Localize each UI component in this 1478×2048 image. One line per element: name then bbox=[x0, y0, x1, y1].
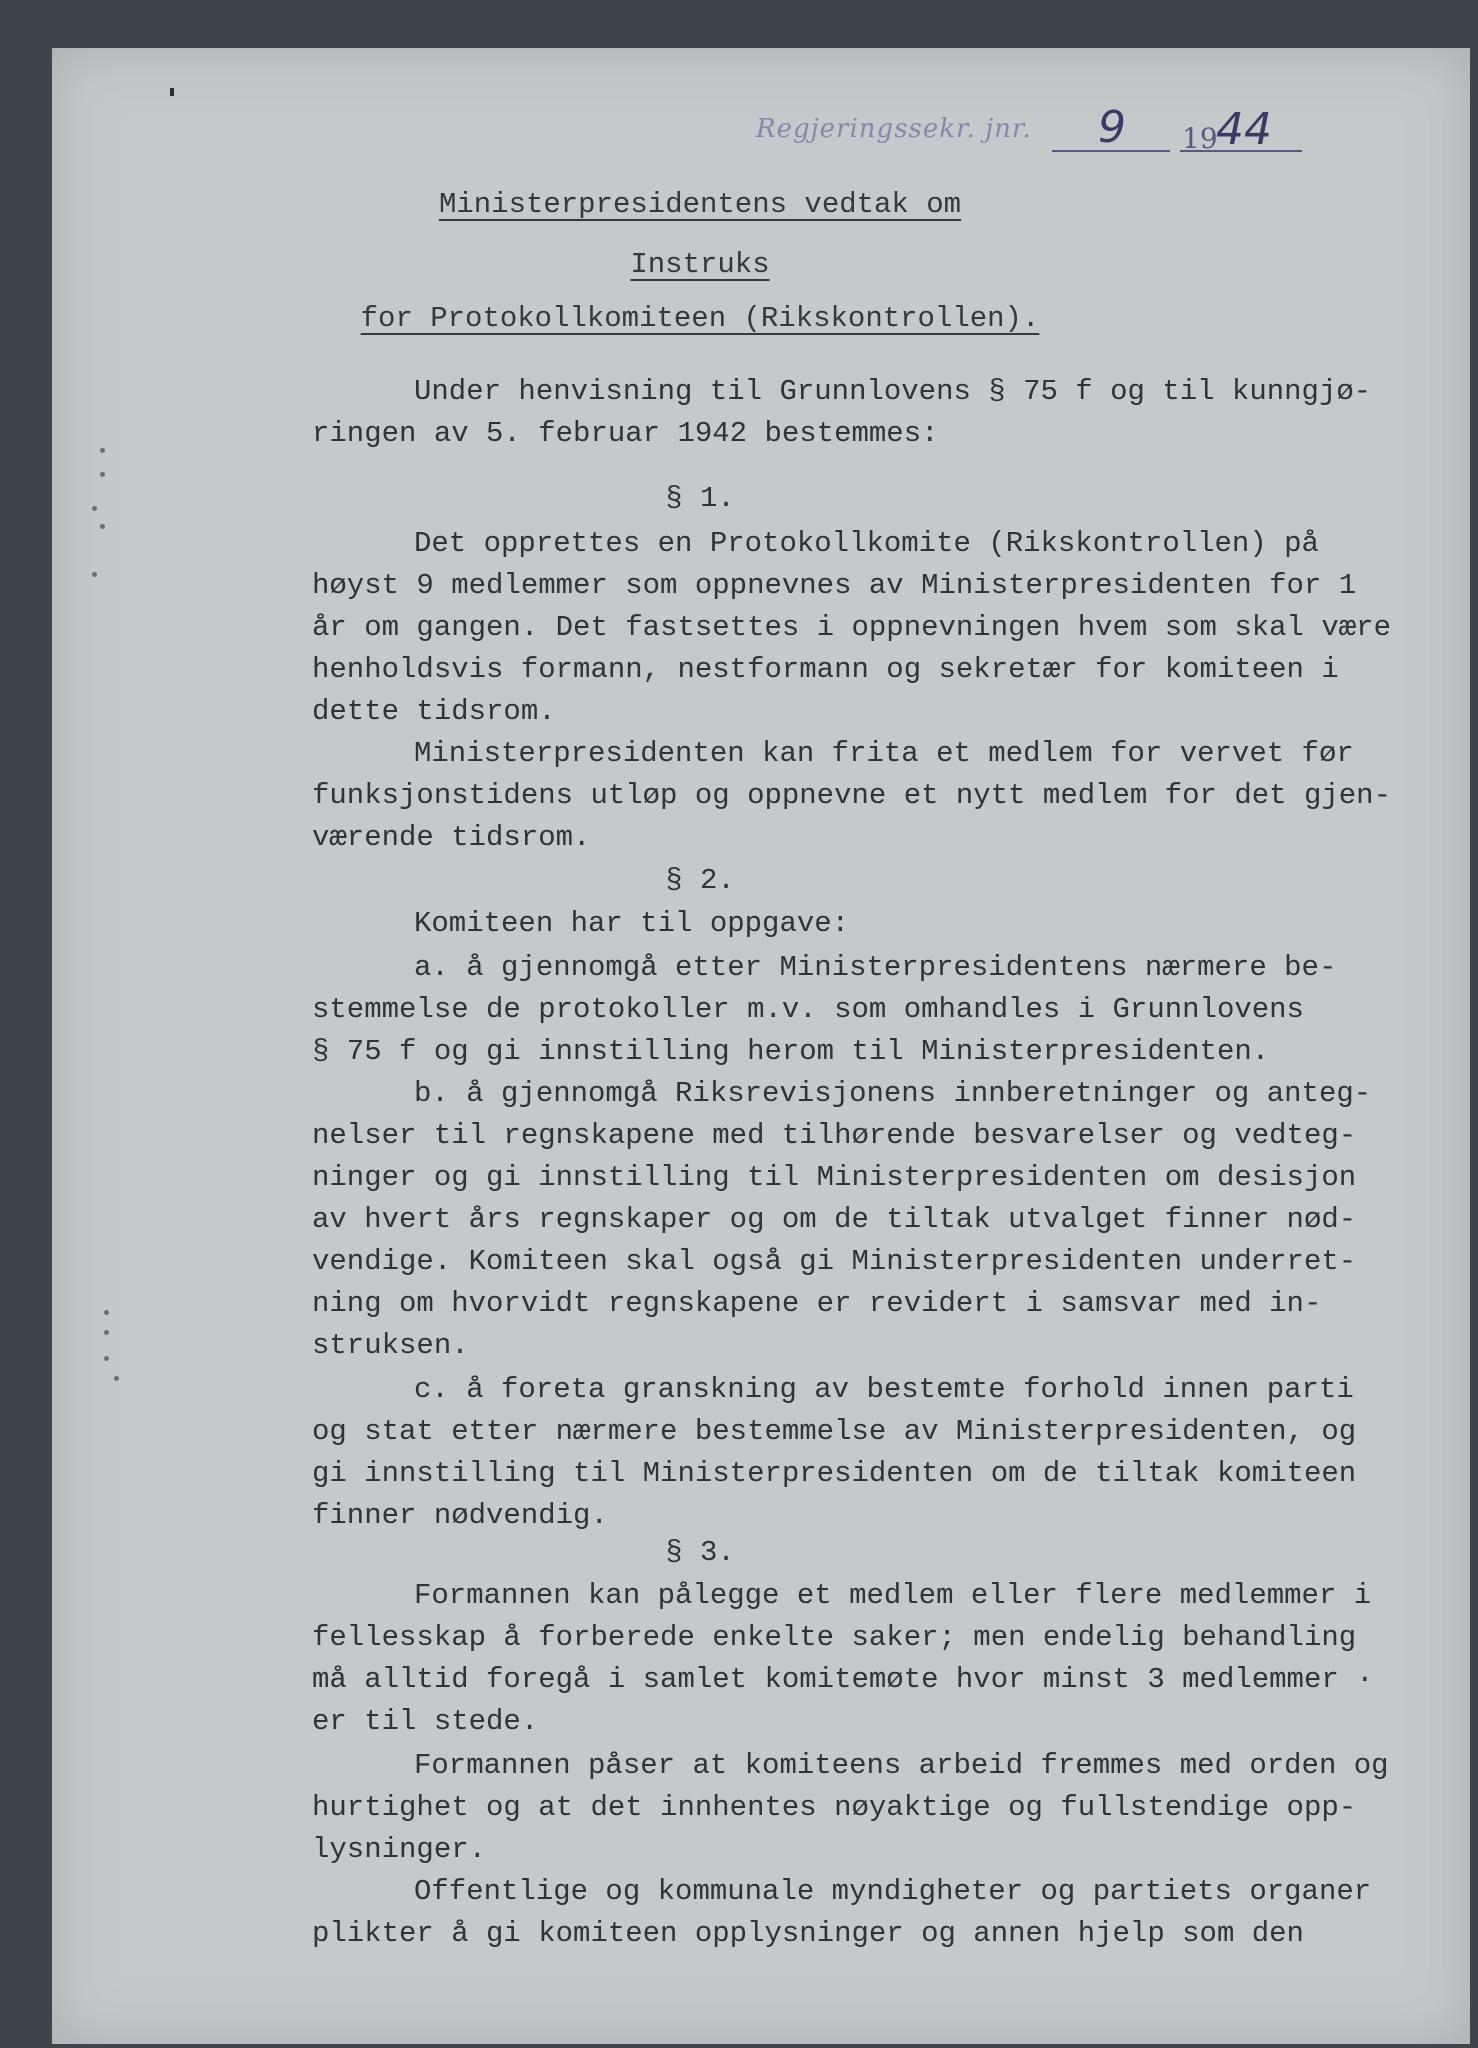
stamp-printed-text: Regjeringssekr. jnr. bbox=[756, 114, 1032, 144]
body-line: Offentlige og kommunale myndigheter og partiets organer bbox=[414, 1875, 1372, 1908]
body-line: år om gangen. Det fastsettes i oppnevningen hvem som skal være bbox=[312, 611, 1391, 644]
body-line: ning om hvorvidt regnskapene er revidert i samsvar med in- bbox=[312, 1287, 1322, 1320]
body-line: b. å gjennomgå Riksrevisjonens innberetninger og anteg- bbox=[414, 1077, 1372, 1110]
punch-mark bbox=[104, 1356, 109, 1361]
body-line: c. å foreta granskning av bestemte forhold innen parti bbox=[414, 1373, 1354, 1406]
punch-mark bbox=[104, 1330, 109, 1335]
body-line: ringen av 5. februar 1942 bestemmes: bbox=[312, 417, 939, 450]
punch-mark bbox=[92, 572, 97, 577]
body-line: nelser til regnskapene med tilhørende besvarelser og vedteg- bbox=[312, 1119, 1357, 1152]
punch-mark bbox=[92, 506, 97, 511]
title-line-2: Instruks bbox=[630, 248, 770, 281]
stamp-journal-number: 9 bbox=[1098, 102, 1126, 153]
title-line-1: Ministerpresidentens vedtak om bbox=[438, 188, 962, 221]
body-line: plikter å gi komiteen opplysninger og annen hjelp som den bbox=[312, 1917, 1304, 1950]
punch-mark bbox=[100, 448, 105, 453]
body-line: Formannen kan pålegge et medlem eller flere medlemmer i bbox=[414, 1579, 1372, 1612]
body-line: lysninger. bbox=[312, 1833, 487, 1866]
body-line: Ministerpresidenten kan frita et medlem for vervet før bbox=[414, 737, 1354, 770]
body-line: dette tidsrom. bbox=[312, 695, 556, 728]
title-line-3: for Protokollkomiteen (Rikskontrollen). bbox=[360, 302, 1040, 335]
punch-mark bbox=[104, 1310, 109, 1315]
body-line: gi innstilling til Ministerpresidenten om de tiltak komiteen bbox=[312, 1457, 1357, 1490]
margin-mark bbox=[170, 88, 174, 96]
stamp-year-handwritten: 44 bbox=[1216, 104, 1272, 155]
body-line: Det opprettes en Protokollkomite (Rikskontrollen) på bbox=[414, 527, 1319, 560]
stamp-year-line bbox=[1180, 150, 1302, 152]
body-line: er til stede. bbox=[312, 1705, 539, 1738]
body-line: værende tidsrom. bbox=[312, 821, 591, 854]
body-line: og stat etter nærmere bestemmelse av Ministerpresidenten, og bbox=[312, 1415, 1357, 1448]
body-line: stemmelse de protokoller m.v. som omhandles i Grunnlovens bbox=[312, 993, 1304, 1026]
body-line: henholdsvis formann, nestformann og sekretær for komiteen i bbox=[312, 653, 1339, 686]
punch-mark bbox=[100, 524, 105, 529]
stamp-year-printed: 19 bbox=[1182, 122, 1218, 155]
registry-stamp bbox=[756, 104, 1296, 160]
body-line: må alltid foregå i samlet komitemøte hvor minst 3 medlemmer · bbox=[312, 1663, 1374, 1696]
punch-mark bbox=[114, 1376, 119, 1381]
body-line: struksen. bbox=[312, 1329, 469, 1362]
body-line: fellesskap å forberede enkelte saker; men endelig behandling bbox=[312, 1621, 1357, 1654]
section-heading-2: § 2. bbox=[665, 864, 735, 897]
body-line: av hvert års regnskaper og om de tiltak utvalget finner nød- bbox=[312, 1203, 1357, 1236]
body-line: § 75 f og gi innstilling herom til Ministerpresidenten. bbox=[312, 1035, 1270, 1068]
body-line: a. å gjennomgå etter Ministerpresidentens nærmere be- bbox=[414, 951, 1337, 984]
body-line: ninger og gi innstilling til Ministerpresidenten om desisjon bbox=[312, 1161, 1357, 1194]
body-line: funksjonstidens utløp og oppnevne et nytt medlem for det gjen- bbox=[312, 779, 1391, 812]
section-heading-3: § 3. bbox=[665, 1536, 735, 1569]
body-line: Formannen påser at komiteens arbeid fremmes med orden og bbox=[414, 1749, 1389, 1782]
body-line: finner nødvendig. bbox=[312, 1499, 608, 1532]
body-line: vendige. Komiteen skal også gi Ministerpresidenten underret- bbox=[312, 1245, 1357, 1278]
punch-mark bbox=[100, 472, 105, 477]
stamp-number-line bbox=[1052, 150, 1170, 152]
body-line: Komiteen har til oppgave: bbox=[414, 907, 850, 940]
body-line: høyst 9 medlemmer som oppnevnes av Ministerpresidenten for 1 bbox=[312, 569, 1357, 602]
body-line: Under henvisning til Grunnlovens § 75 f og til kunngjø- bbox=[414, 375, 1372, 408]
section-heading-1: § 1. bbox=[665, 482, 735, 515]
body-line: hurtighet og at det innhentes nøyaktige og fullstendige opp- bbox=[312, 1791, 1357, 1824]
